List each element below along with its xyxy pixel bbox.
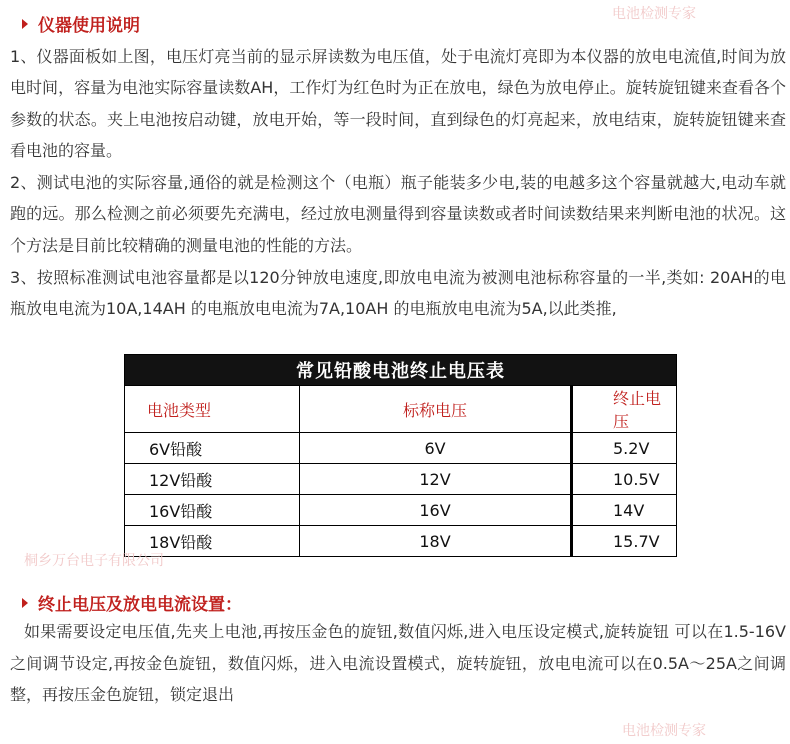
cell-cutoff-voltage: 14V xyxy=(572,495,677,526)
table-title-row xyxy=(125,355,677,386)
cell-nominal-voltage: 12V xyxy=(300,464,572,495)
header-nominal-voltage: 标称电压 xyxy=(300,386,572,433)
watermark-company: 桐乡万台电子有限公司 xyxy=(24,553,164,569)
watermark-bottom: 电池检测专家 xyxy=(622,723,706,739)
header-cutoff-voltage: 终止电压 xyxy=(572,386,677,433)
table-row xyxy=(125,526,677,557)
table-row xyxy=(125,464,677,495)
section-title-text: 终止电压及放电电流设置： xyxy=(38,595,242,615)
triangle-bullet-icon xyxy=(22,19,28,29)
cell-battery-type: 16V铅酸 xyxy=(125,495,300,526)
paragraph-2: 2、测试电池的实际容量,通俗的就是检测这个（电瓶）瓶子能装多少电,装的电越多这个容量就越大,电动车就跑的远。那么检测之前必须要先充满电，经过放电测量得到容量读数或者时间读数结果来判断电池的状况。这个方法是目前比较精确的测量电池的性能的方法。 xyxy=(10,173,786,255)
paragraph-settings: 如果需要设定电压值,先夹上电池,再按压金色的旋钮,数值闪烁,进入电压设定模式,旋转旋钮 可以在1.5-16V之间调节设定,再按金色旋钮，数值闪烁，进入电流设置模式，旋转旋钮，放电电流可以在0.5A～25A之间调整，再按压金色旋钮，锁定退出 xyxy=(10,622,786,704)
table-title: 常见铅酸电池终止电压表 xyxy=(125,355,677,386)
cell-battery-type: 12V铅酸 xyxy=(125,464,300,495)
header-battery-type: 电池类型 xyxy=(125,386,300,433)
table-row xyxy=(125,433,677,464)
table-header-row xyxy=(125,386,677,433)
section-title-text: 仪器使用说明 xyxy=(38,16,140,36)
cell-cutoff-voltage: 10.5V xyxy=(572,464,677,495)
cell-battery-type: 18V铅酸 xyxy=(125,526,300,557)
paragraph-3: 3、按照标准测试电池容量都是以120分钟放电速度,即放电电流为被测电池标称容量的一半,类如: 20AH的电瓶放电电流为10A,14AH 的电瓶放电电流为7A,10AH 的电瓶放电电流为5A,以此类推, xyxy=(10,268,786,319)
voltage-table xyxy=(124,354,677,557)
cell-nominal-voltage: 6V xyxy=(300,433,572,464)
section-title-instructions xyxy=(22,11,140,36)
cell-cutoff-voltage: 15.7V xyxy=(572,526,677,557)
cell-nominal-voltage: 16V xyxy=(300,495,572,526)
watermark-top: 电池检测专家 xyxy=(612,6,696,22)
cell-battery-type: 6V铅酸 xyxy=(125,433,300,464)
table-row xyxy=(125,495,677,526)
cell-nominal-voltage: 18V xyxy=(300,526,572,557)
section-title-settings xyxy=(22,590,242,615)
paragraph-1: 1、仪器面板如上图，电压灯亮当前的显示屏读数为电压值，处于电流灯亮即为本仪器的放电电流值,时间为放电时间，容量为电池实际容量读数AH，工作灯为红色时为正在放电，绿色为放电停止。旋转旋钮键来查看各个参数的状态。夹上电池按启动键，放电开始，等一段时间，直到绿色的灯亮起来，放电结束，旋转旋钮键来查看电池的容量。 xyxy=(10,47,786,161)
triangle-bullet-icon xyxy=(22,598,28,608)
cell-cutoff-voltage: 5.2V xyxy=(572,433,677,464)
